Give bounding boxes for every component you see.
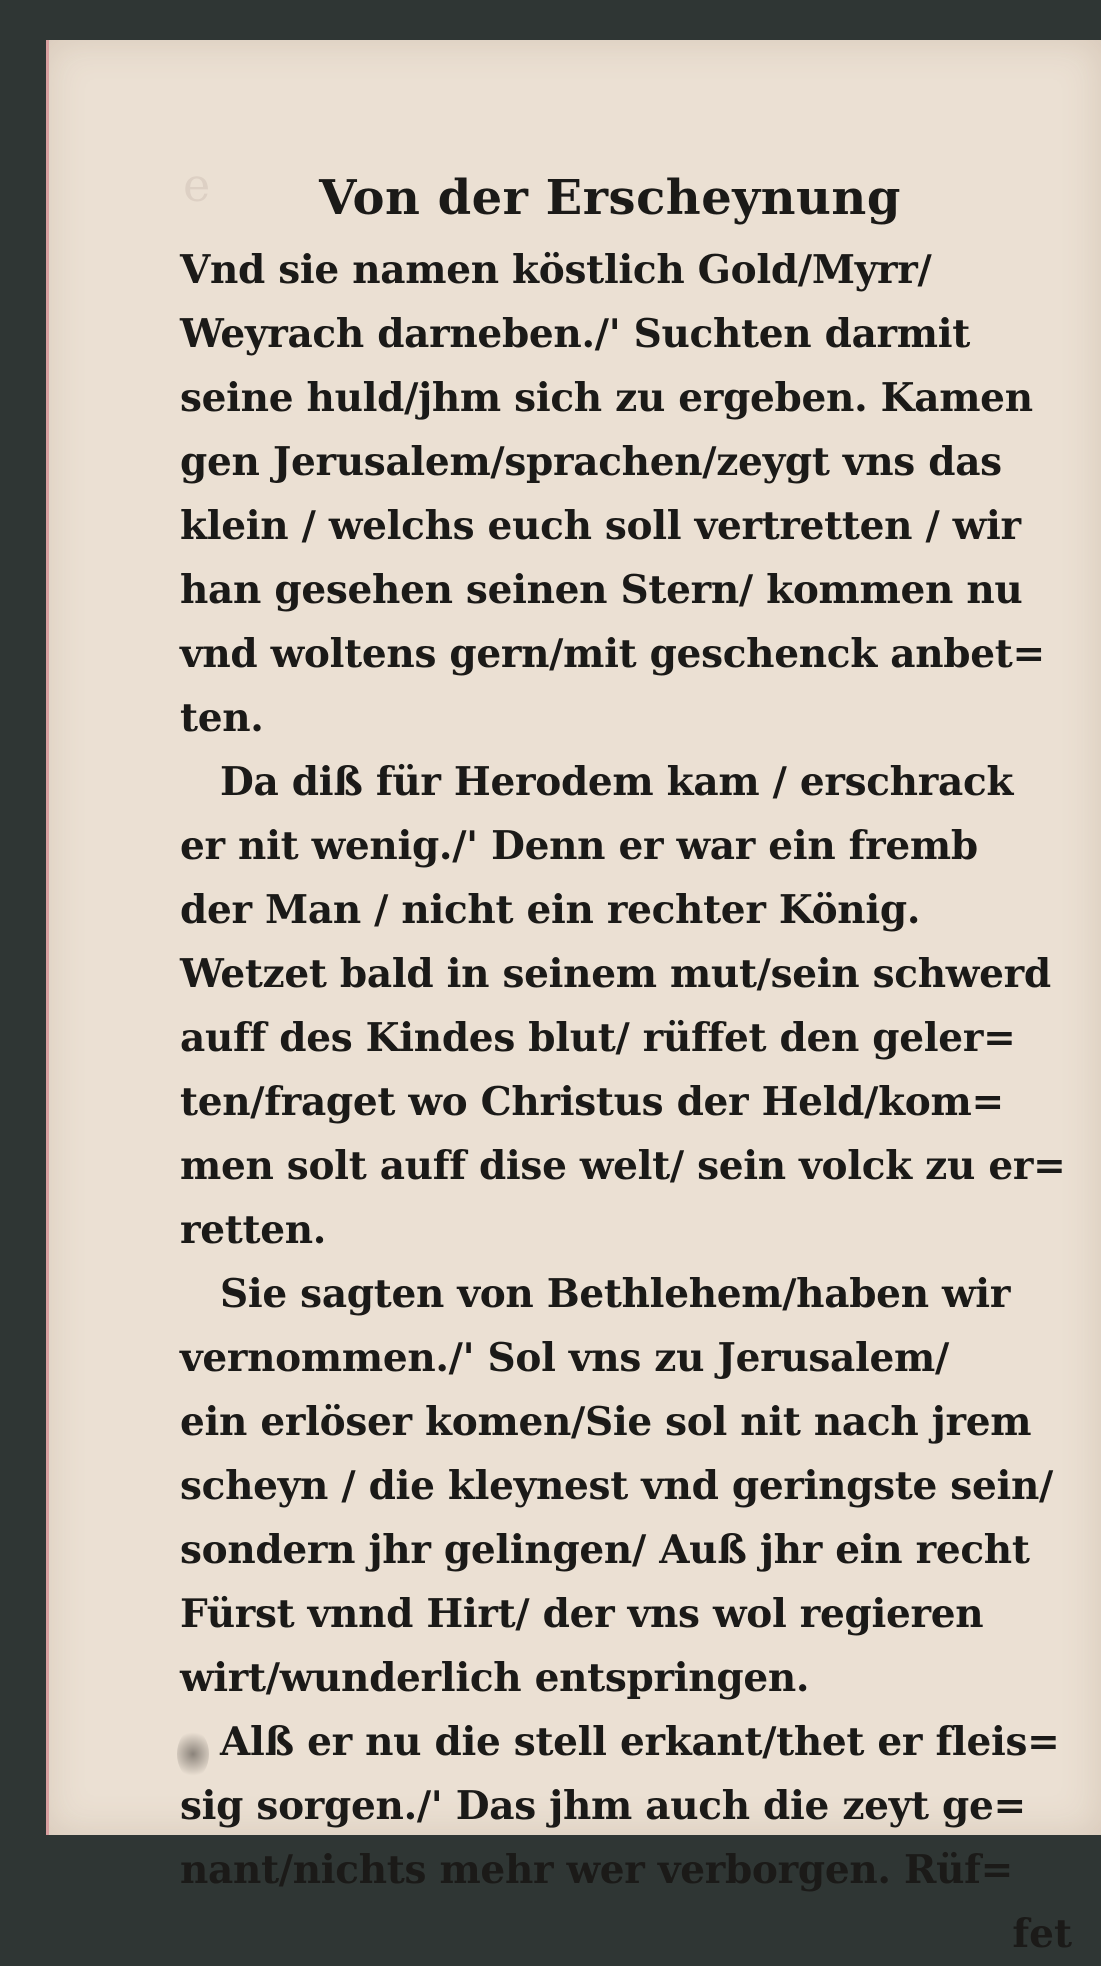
bleed-through-mark: e [183,158,211,212]
text-line: retten. [180,1207,327,1253]
text-line: Fürst vnnd Hirt/ der vns wol regieren [180,1591,984,1637]
text-line: ein erlöser komen/Sie sol nit nach jrem [180,1399,1032,1445]
text-line: Sie sagten von Bethlehem/haben wir [220,1271,1011,1317]
text-line: han gesehen seinen Stern/ kommen nu [180,567,1023,613]
text-line: der Man / nicht ein rechter König. [180,887,921,933]
text-line: scheyn / die kleynest vnd geringste sein/ [180,1463,1053,1509]
text-block [180,158,1080,1966]
text-line: er nit wenig./' Denn er war ein fremb [180,823,978,869]
text-line: Wetzet bald in seinem mut/sein schwerd [180,951,1051,997]
text-line: Weyrach darneben./' Suchten darmit [180,311,970,357]
text-line: sondern jhr gelingen/ Auß jhr ein recht [180,1527,1030,1573]
text-line: Vnd sie namen köstlich Gold/Myrr/ [180,247,932,293]
text-line: ten/fraget wo Christus der Held/kom= [180,1079,1004,1125]
page-heading: Von der Erscheynung [319,170,901,226]
catchword: fet [1012,1911,1072,1957]
text-line: ten. [180,695,264,741]
text-line: wirt/wunderlich entspringen. [180,1655,810,1701]
text-line: men solt auff dise welt/ sein volck zu er= [180,1143,1066,1189]
text-line: vernommen./' Sol vns zu Jerusalem/ [180,1335,949,1381]
page-edge [46,40,49,1835]
text-line: Alß er nu die stell erkant/thet er fleis= [220,1719,1060,1765]
text-line: sig sorgen./' Das jhm auch die zeyt ge= [180,1783,1026,1829]
book-page [46,40,1101,1957]
text-line: auff des Kindes blut/ rüffet den geler= [180,1015,1016,1061]
text-line: Da diß für Herodem kam / erschrack [220,759,1014,805]
text-line: vnd woltens gern/mit geschenck anbet= [180,631,1045,677]
text-line: seine huld/jhm sich zu ergeben. Kamen [180,375,1033,421]
text-line: gen Jerusalem/sprachen/zeygt vns das [180,439,1002,485]
text-line: klein / welchs euch soll vertretten / wir [180,503,1021,549]
text-line: nant/nichts mehr wer verborgen. Rüf= [180,1847,1013,1893]
